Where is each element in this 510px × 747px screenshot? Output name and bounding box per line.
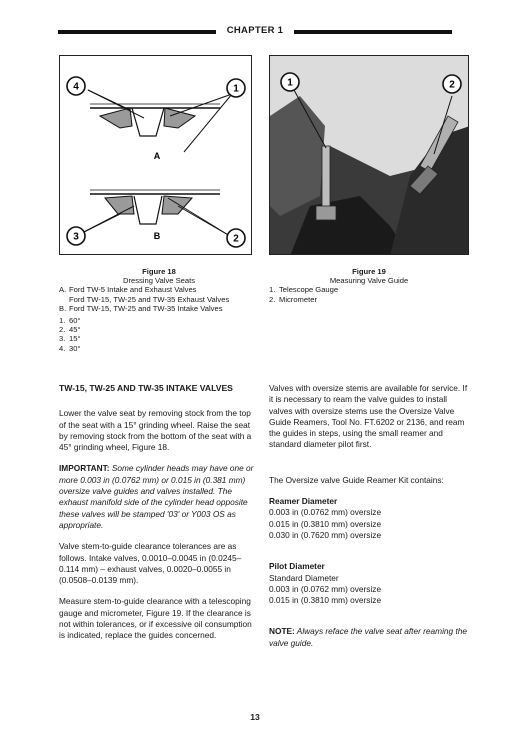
valve-guide-photo	[270, 56, 469, 255]
label-a: A	[153, 151, 161, 161]
reamer-item: 0.003 in (0.0762 mm) oversize	[269, 507, 382, 518]
pilot-item: 0.015 in (0.3810 mm) oversize	[269, 595, 382, 606]
caption-item	[59, 316, 259, 325]
reamer-item: 0.015 in (0.3810 mm) oversize	[269, 518, 382, 529]
caption-item-text: 15°	[69, 334, 81, 344]
pilot-heading: Pilot Diameter	[269, 561, 325, 572]
caption-item	[59, 325, 259, 334]
callout-2	[443, 75, 461, 93]
caption-item-text: Micrometer	[279, 294, 317, 304]
page-number: 13	[250, 712, 260, 722]
caption-item-number: 1.	[269, 285, 276, 295]
paragraph-measure-clearance: Measure stem-to-guide clearance with a telescoping gauge and micrometer, Figure 19. If the clearance is not within tolerances, or if excessive oil consumption is indicated, replace the guides concerned.	[59, 596, 252, 641]
important-text: Some cylinder heads may have one or more 0.003 in (0.0762 mm) or 0.015 in (0.381 mm) oversize valve guides and valves installed. The exhaust manifold side of the cylinder head opposite these valves will be stamped '03' or Y003 OS as appropriate.	[59, 463, 254, 530]
callout-4	[67, 77, 85, 95]
left-column	[59, 383, 259, 652]
callout-2-label: 2	[233, 233, 239, 245]
kit-intro: The Oversize valve Guide Reamer Kit contains:	[269, 474, 444, 485]
caption-item-text: 30°	[69, 343, 81, 353]
figure-19-caption	[269, 267, 469, 304]
label-b: B	[153, 231, 161, 241]
caption-item-number: 3.	[59, 334, 66, 344]
caption-item	[269, 285, 469, 294]
callout-1	[227, 79, 245, 97]
caption-item-number: 2.	[59, 325, 66, 335]
callout-2-label: 2	[449, 79, 455, 91]
caption-item-number: A.	[59, 285, 67, 295]
paragraph-oversize-valves: Valves with oversize stems are available for service. If it is necessary to ream the valve guides to install valves with oversize stems use the Oversize Valve Guide Reamers, Tool No. FT.6202 or 2136, and ream the guides in steps, using the small reamer and standard diameter pilot first.	[269, 383, 468, 450]
note	[269, 626, 469, 649]
caption-item-number: 4.	[59, 343, 66, 353]
pilot-item: 0.003 in (0.0762 mm) oversize	[269, 583, 382, 594]
valve-seat-diagram	[60, 56, 252, 255]
note-label: NOTE:	[269, 626, 295, 637]
figure-18-subtitle: Dressing Valve Seats	[122, 276, 196, 286]
figure-19-subtitle: Measuring Valve Guide	[329, 276, 409, 286]
figure-18-title: Figure 18	[142, 267, 176, 276]
callout-4-label: 4	[73, 81, 79, 93]
callout-3	[67, 227, 85, 245]
caption-item	[59, 285, 259, 294]
caption-item-text: Ford TW-5 Intake and Exhaust Valves	[69, 285, 197, 295]
note-text: Always reface the valve seat after reaming the valve guide.	[269, 626, 467, 648]
important-note	[59, 463, 259, 531]
caption-item-text: 45°	[69, 325, 81, 335]
caption-item-text: 60°	[69, 316, 81, 326]
caption-item	[59, 344, 259, 353]
header-rule-right	[294, 30, 452, 34]
caption-item-number: 1.	[59, 316, 66, 326]
section-heading: TW-15, TW-25 AND TW-35 INTAKE VALVES	[59, 383, 233, 393]
caption-item	[59, 334, 259, 343]
important-label: IMPORTANT:	[59, 463, 110, 474]
caption-item-text: Ford TW-15, TW-25 and TW-35 Intake Valves	[69, 303, 223, 313]
callout-3-label: 3	[73, 231, 79, 243]
paragraph-clearance-tolerances: Valve stem-to-guide clearance tolerances are as follows. Intake valves, 0.0010–0.0045 in (0.0245–0.114 mm) – exhaust valves, 0.0020–0.0055 in (0.0508–0.0139 mm).	[59, 541, 242, 586]
caption-item-number: 2.	[269, 294, 276, 304]
reamer-heading: Reamer Diameter	[269, 496, 338, 507]
pilot-item: Standard Diameter	[269, 572, 339, 583]
callout-1	[281, 73, 299, 91]
caption-item	[269, 295, 469, 304]
callout-1-label: 1	[233, 83, 239, 95]
caption-item	[59, 304, 259, 313]
caption-item-text: Ford TW-15, TW-25 and TW-35 Exhaust Valves	[69, 294, 230, 304]
caption-item-number	[59, 295, 69, 304]
callout-1-label: 1	[287, 77, 293, 89]
paragraph-lower-seat: Lower the valve seat by removing stock from the top of the seat with a 15° grinding wheel. Raise the seat by removing stock from the bottom of the seat with a 45° grinding wheel, Figure 18.	[59, 408, 252, 453]
callout-2	[227, 229, 245, 247]
figure-19-title: Figure 19	[352, 267, 386, 276]
reamer-item: 0.030 in (0.7620 mm) oversize	[269, 529, 382, 540]
chapter-title: CHAPTER 1	[226, 25, 284, 36]
caption-item	[59, 295, 259, 304]
figure-18-caption	[59, 267, 259, 353]
caption-item-number: B.	[59, 303, 67, 313]
figure-19-photo	[269, 55, 469, 255]
figure-18-diagram	[59, 55, 252, 255]
chapter-header	[58, 26, 452, 38]
caption-item-text: Telescope Gauge	[279, 285, 339, 295]
right-column	[269, 383, 469, 659]
